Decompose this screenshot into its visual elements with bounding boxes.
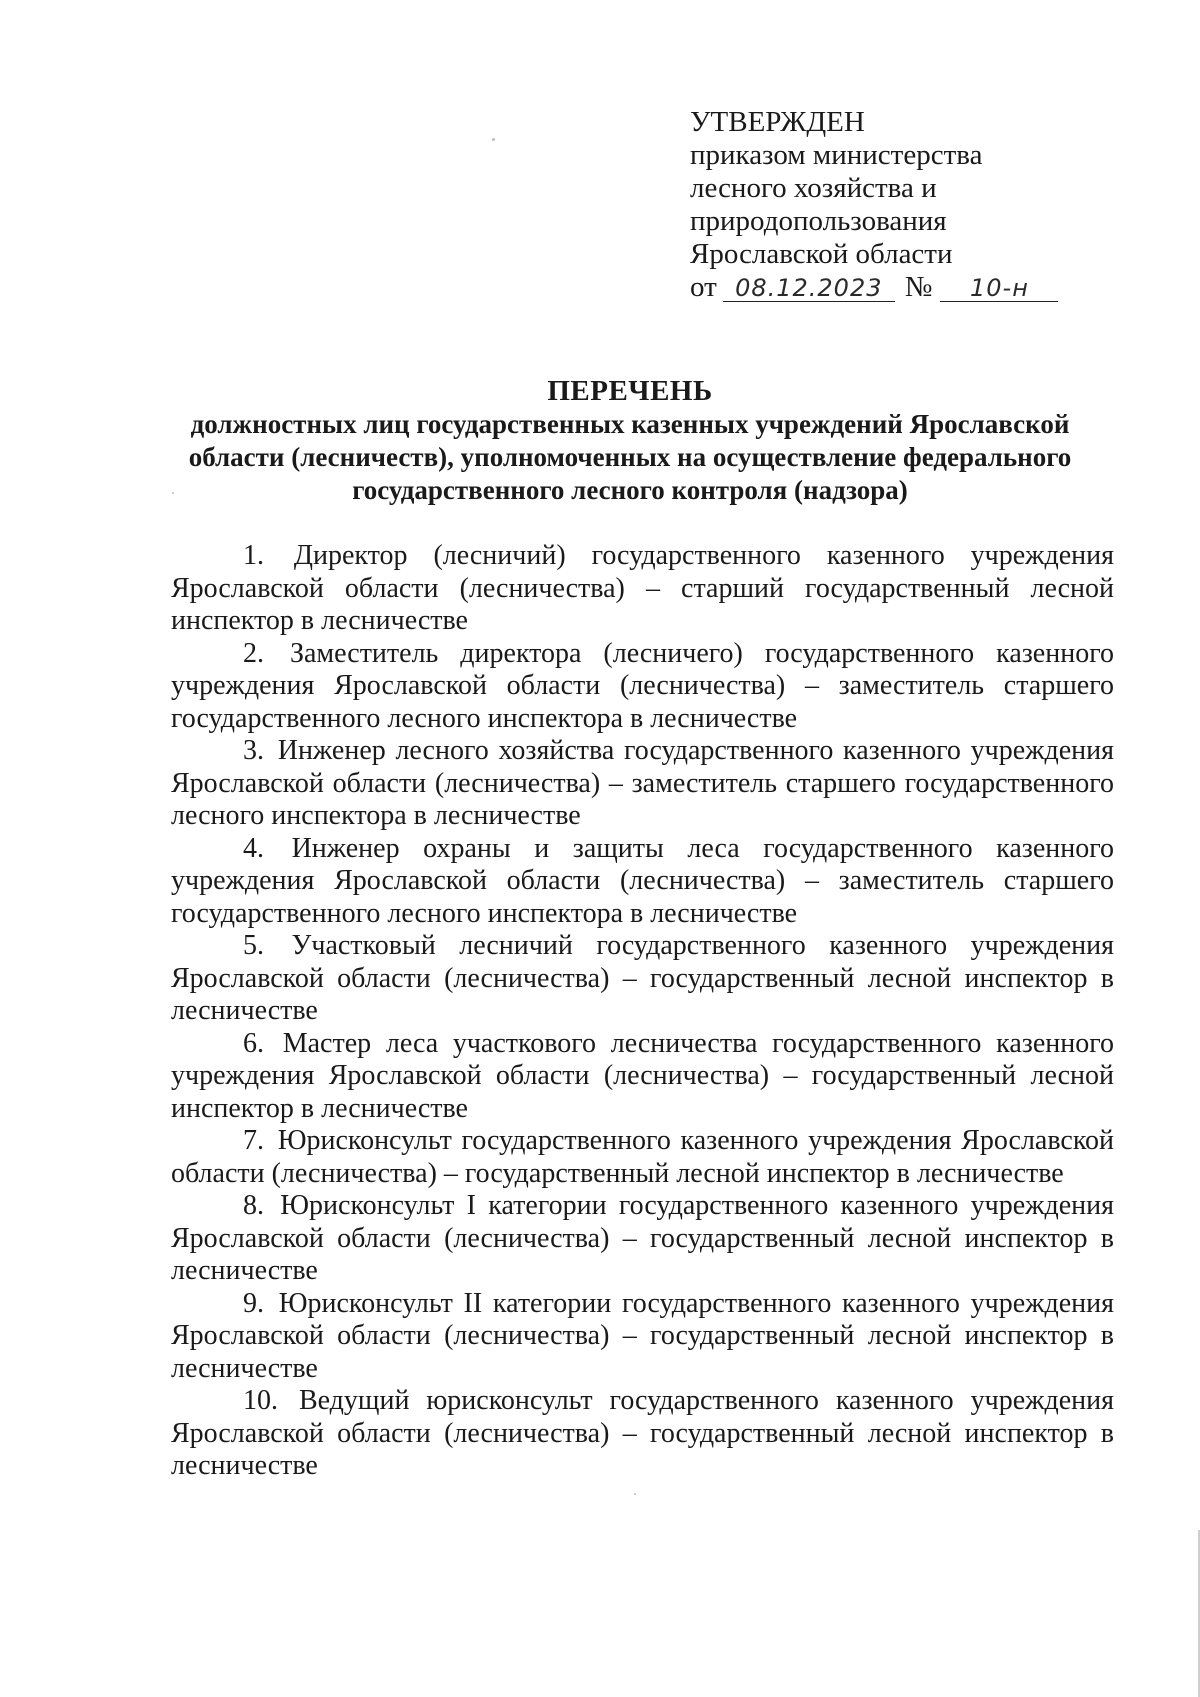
scan-speck xyxy=(634,1493,636,1495)
item-text: Мастер леса участкового лесничества государственного казенного учреждения Ярославской области (лесничества) – государственный лесной инспектор в лесничестве xyxy=(171,1027,1114,1124)
item-number: 9. xyxy=(243,1287,264,1319)
list-item xyxy=(171,638,1114,736)
document-subtitle: должностных лиц государственных казенных учреждений Ярославской области (лесничеств), уполномоченных на осуществление федерального государственного лесного контроля (надзора) xyxy=(188,409,1072,505)
item-text: Ведущий юрисконсульт государственного казенного учреждения Ярославской области (лесничества) – государственный лесной инспектор в лесничестве xyxy=(171,1385,1114,1481)
item-text: Юрисконсульт I категории государственного казенного учреждения Ярославской области (лесничества) – государственный лесной инспектор в лесничестве xyxy=(171,1190,1114,1286)
date-prefix: от xyxy=(690,271,717,303)
approval-line: лесного хозяйства и xyxy=(690,172,937,204)
approval-line: природопользования xyxy=(690,205,947,237)
approval-date-row xyxy=(690,271,1110,304)
handwritten-order-number: 10-н xyxy=(940,275,1058,302)
item-number: 4. xyxy=(243,832,264,864)
item-number: 7. xyxy=(243,1125,264,1156)
scan-speck xyxy=(172,492,174,494)
item-text: Юрисконсульт II категории государственного казенного учреждения Ярославской области (лесничества) – государственный лесной инспектор в лесничестве xyxy=(171,1287,1115,1384)
list-item xyxy=(171,1288,1114,1386)
list-item xyxy=(171,930,1114,1028)
positions-list xyxy=(171,540,1114,1483)
list-item xyxy=(171,1385,1114,1483)
list-item xyxy=(171,540,1114,638)
item-text: Юрисконсульт государственного казенного учреждения Ярославской области (лесничества) – государственный лесной инспектор в лесничестве xyxy=(171,1125,1115,1189)
approval-heading: УТВЕРЖДЕН xyxy=(690,106,865,138)
item-text: Заместитель директора (лесничего) государственного казенного учреждения Ярославской области (лесничества) – заместитель старшего государственного лесного инспектора в лесничестве xyxy=(171,637,1114,734)
list-item xyxy=(171,735,1114,833)
list-item xyxy=(171,1190,1114,1288)
item-number: 10. xyxy=(243,1385,278,1416)
item-number: 6. xyxy=(243,1027,264,1059)
number-prefix: № xyxy=(904,271,933,303)
item-number: 5. xyxy=(243,930,264,961)
list-item xyxy=(171,1028,1114,1126)
document-title-block xyxy=(150,374,1110,507)
scan-speck xyxy=(492,138,495,141)
list-item xyxy=(171,833,1114,931)
item-number: 2. xyxy=(243,637,264,669)
item-text: Участковый лесничий государственного казенного учреждения Ярославской области (лесничества) – государственный лесной инспектор в лесничестве xyxy=(171,930,1115,1026)
item-text: Инженер лесного хозяйства государственного казенного учреждения Ярославской области (лесничества) – заместитель старшего государственного лесного инспектора в лесничестве xyxy=(171,735,1114,831)
approval-line: приказом министерства xyxy=(690,139,983,171)
list-item xyxy=(171,1125,1114,1190)
item-number: 1. xyxy=(243,540,264,571)
approval-line: Ярославской области xyxy=(690,238,953,270)
item-number: 8. xyxy=(243,1190,264,1221)
item-text: Директор (лесничий) государственного казенного учреждения Ярославской области (лесничества) – старший государственный лесной инспектор в лесничестве xyxy=(171,540,1114,636)
approval-stamp-block xyxy=(690,106,1110,304)
item-text: Инженер охраны и защиты леса государственного казенного учреждения Ярославской области (лесничества) – заместитель старшего государственного лесного инспектора в лесничестве xyxy=(171,832,1115,929)
handwritten-date: 08.12.2023 xyxy=(723,275,895,302)
document-title: ПЕРЕЧЕНЬ xyxy=(547,375,713,407)
item-number: 3. xyxy=(243,735,264,766)
